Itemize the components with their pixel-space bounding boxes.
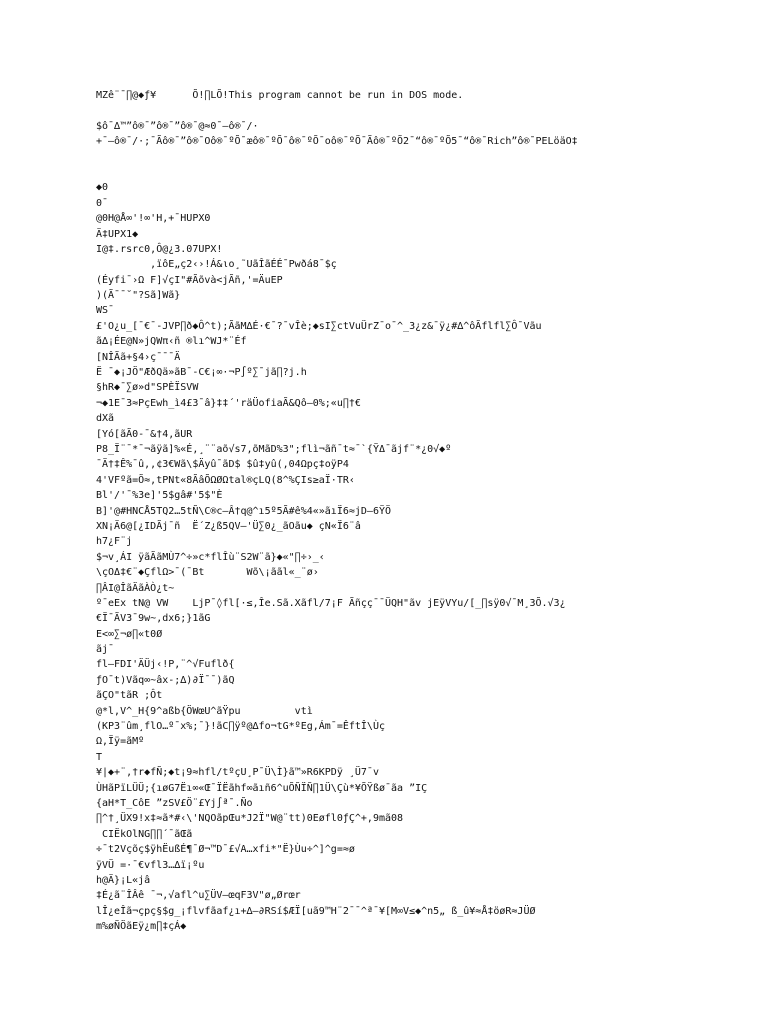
text-line: ¯Ä†‡Ê%¯û,,¢3€Wã\$Äyû¯ãD$ $û‡yû(,04Ωpç‡oÿP4 <box>96 459 349 471</box>
text-line: §hR◆¯∑ø»d"SPÈÏSVW <box>96 382 199 394</box>
text-line: {aH*T_CôE ”zSV£Ö¨£Yj∫ª¯.Ño <box>96 797 253 809</box>
text-line: ã∆¡ÉE@N»jQWπ‹ñ ®lı^WJ*¨Éf <box>96 336 247 348</box>
text-line: ƒO¯t)Vãq∞~âx-;∆)∂Ï¯¯)ãQ <box>96 674 235 686</box>
text-line: º¯eEx tN@ VW LjP¯◊fl[·≤,Îe.Sã.Xãfl/7¡F Ãñçç¯¯ÜQH"ãv jEÿVYu/[_∏sÿ0√¯M¸3Õ.√3¿ <box>96 597 566 609</box>
text-line: XN¡Ä6@[¿IDÃj¯ñ Ë´Z¿ß5QV–'Ü∑0¿_ãOãu◆ çN«Ï6¨â <box>96 520 361 532</box>
text-line: T <box>96 751 103 763</box>
text-line: [NÎÃã+§4›ç¯¯¯Ä <box>96 351 181 363</box>
text-line: I@‡.rsrc0,Ô@¿3.07UPX! <box>96 243 223 255</box>
text-line: ÷¯t2Vçõç$ÿhËußÉ¶¯Ø¬™D¯£√A…xfi*"Ë}Ùu÷^]^g=≈ø <box>96 844 355 856</box>
text-line <box>96 103 756 118</box>
text-line: h7¿F¨j <box>96 536 133 548</box>
text-line: E<∞∑¬ø∏«t0Ø <box>96 628 163 640</box>
text-line: ,ïôE„ç2‹›!Á&ιο¸˜UãÎãÉÉ¯Pwðá8¯$ç <box>96 259 337 271</box>
text-line: ¬◆1E¯3≈PçEwh_ì4£3¯â}‡‡´'räÜofiaÃ&Qô–0%;«u∏†€ <box>96 397 361 409</box>
text-line: Bl'/'¯%3e]'5$gâ#'5$"È <box>96 490 223 502</box>
text-line: WS¯ <box>96 305 115 317</box>
binary-text-dump <box>96 88 756 934</box>
text-line: [Yó[ãÃ0-¯&†4,ãUR <box>96 428 193 440</box>
text-line: ‡É¿ã¨ÎÂê ¯¬,√afl^u∑ÜV–œqF3V"ø„Ørœr <box>96 890 301 902</box>
text-line: m%øÑÖãEÿ¿m∏‡çÁ◆ <box>96 921 187 933</box>
text-line <box>96 150 756 165</box>
text-line: ¥|◆+¨,†r◆fÑ;◆t¡9≈hfl/tºçU¸P¯Ü\Ì}ã™»R6KPDÿ ¸Ü7¯v <box>96 767 379 779</box>
text-line <box>96 165 756 180</box>
text-line: ◆0 <box>96 182 109 194</box>
text-line: €Ï¯ÃV3¯9w~,dx6;}1ãG <box>96 613 211 625</box>
text-line: ÿVÜ =·¯€vfl3…∆ï¡ºu <box>96 859 205 871</box>
text-line: (Éyfi¯›Ω F]√çI"#Ãõvà<jÃñ,'=ÄuEP <box>96 274 283 286</box>
text-line: ãj¯ <box>96 644 115 656</box>
text-line: £'O¿u_[¯€¯-JVP∏ð◆Ô^t);ÃãM∆É·€¯?¯vÎè;◆sI∑ctVuÜrZ¯o¯^_3¿z&¯ÿ¿#∆^ôÃflfl∑Ô¯Vãu <box>96 320 542 332</box>
text-line: B]'@#HNCÅ5TQ2…5tÑ\C®c–Â†q@^ı5º5Ã#ê%4«»ãıÏ6≈jD–6ŸÖ <box>96 505 392 517</box>
text-line: )(Ã¯¯˘"?Sã]Wã} <box>96 290 181 302</box>
text-line: (KP3¨ûm¸flO…º¯x%;¯}!ãC∏ÿº@∆fo¬tG*ºEg,Ám¯=ÊftÎ\Ùç <box>96 721 385 733</box>
text-line: $ô¯∆™”ô®¯”ô®¯”ô®¯@≈0¯–ô®¯/· <box>96 120 259 132</box>
text-line: Ë ¯◆¡JÖ"ÆðQä»ãB¯-C€¡∞·¬P∫º∑¯jã∏?j.h <box>96 367 307 379</box>
text-line: ÙHãPïLÜÜ;{ıøG7Ëı∞«Œ¯ÏËãhf∞ãıñ6^uÕÑÏÑ∏1Ü\Çù*¥ÕŸßø¯ãa ”IÇ <box>96 782 428 794</box>
text-line: Ä‡UPX1◆ <box>96 228 139 240</box>
text-line: dXã <box>96 413 115 425</box>
text-line: ∏ÂI@ÎãÄãÀÒ¿t~ <box>96 582 175 594</box>
text-line: lÎ¿eÎã¬çpç§$g_¡flvfãaf¿ı+∆–∂RSí$ÆÏ[uã9™H¨2¯¯^ª¯¥[M∞V≤◆^n5„ ß_û¥≈Å‡öøR≈JÜØ <box>96 905 536 917</box>
text-line: @*l,V^_H{9^aßb{ÖWœU^ãŸpu vtì <box>96 705 313 717</box>
text-line: Ω,Ïÿ=ãMº <box>96 736 145 748</box>
text-line: 0¯ <box>96 197 109 209</box>
text-line: 4'VFºã=Õ≈,tPNt«8ÃâÕΩØΩtal®çLQ(8^%ÇIs≥aÏ·TR‹ <box>96 474 355 486</box>
text-line: $¬v¸ÁI ÿãÃãMÙ7^÷»c*flÎù¨S2W¨ã}◆«"∏÷›_‹ <box>96 551 325 563</box>
text-line: h@Ä}¡L«jâ <box>96 874 151 886</box>
text-line: P8_Ï¨¯*¯¬ãÿã]%«É,¸¨¨aõ√s7,õMãD%3";flì¬ãñ¯t≈¯`{ŸΔ¯ãjf¨*¿0√◆º <box>96 443 452 455</box>
text-line: MZê¨¯∏@◆ƒ¥ Õ!∏LÕ!This program cannot be run in DOS mode. <box>96 90 464 101</box>
text-line: ∏^†¸ÜX9!x‡≈ã*#‹\'NQOãpŒu*J2Ï"W@¨tt)0Eøfl0ƒÇ^+,9mã08 <box>96 813 404 825</box>
text-line: ãÇO"tãR ;Ôt <box>96 690 163 702</box>
text-line: +¯–ô®¯/·;¯Ãô®¯”ô®¯Oô®¯ºÕ¯æô®¯ºÕ¯ô®¯ºÕ¯oô®¯ºÕ¯Ãô®¯ºÕ2¯“ô®¯ºÕ5¯“ô®¯Rich”ô®¯PELöäO‡ <box>96 136 578 148</box>
text-line: \çOΔ‡€¨◆ÇflΩ>¯(¯Bt Wõ\¡ããl«_¨ø› <box>96 567 319 579</box>
text-line: CIËkOlNG∏∏´¯ãŒã <box>96 828 193 840</box>
text-line: fl–FDI'ÄÜj‹!P,¨^√Fuflð{ <box>96 659 235 671</box>
text-line: @0H@Å∞'!∞'H,+¯HUPX0 <box>96 213 211 225</box>
